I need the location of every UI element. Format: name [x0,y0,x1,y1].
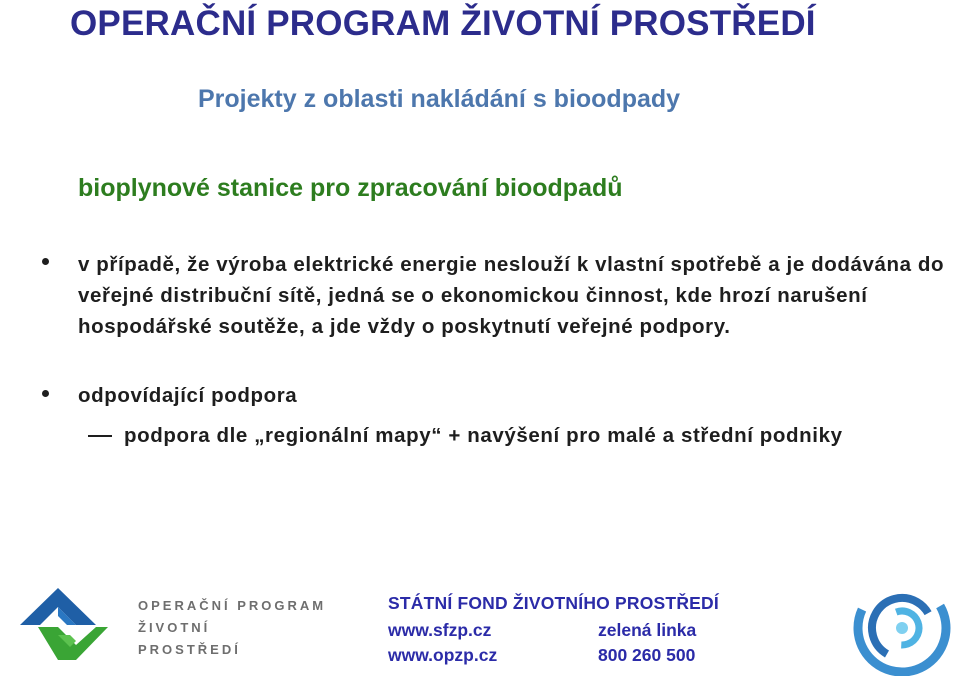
hotline-label: zelená linka [598,620,697,640]
bullet-dot [42,258,49,265]
logo-line: PROSTŘEDÍ [138,642,241,657]
fund-name: STÁTNÍ FOND ŽIVOTNÍHO PROSTŘEDÍ [388,593,719,613]
logo-line: ŽIVOTNÍ [138,620,211,635]
bullet-dot [42,390,49,397]
hotline-number: 800 260 500 [598,645,696,665]
opzp-logo-text [138,595,326,661]
page-title: OPERAČNÍ PROGRAM ŽIVOTNÍ PROSTŘEDÍ [70,4,816,43]
bullet-item: v případě, že výroba elektrické energie neslouží k vlastní spotřebě a je dodávána do veřejné distribuční sítě, jedná se o ekonomickou činnost, kde hrozí narušení hospodářské soutěže, a jde vždy o poskytnutí veřejné podpory. [78,253,945,338]
sub-bullet-dash [88,435,112,437]
website-link-sfzp[interactable]: www.sfzp.cz [388,620,492,640]
section-title: bioplynové stanice pro zpracování bioodpadů [78,174,623,202]
website-link-opzp[interactable]: www.opzp.cz [388,645,498,665]
sub-bullet-item: podpora dle „regionální mapy“ + navýšení pro malé a střední podniky [124,424,843,447]
opzp-logo-icon [10,580,115,670]
bullet-item: odpovídající podpora [78,384,298,407]
page-subtitle: Projekty z oblasti nakládání s bioodpady [198,85,681,113]
logo-line: OPERAČNÍ PROGRAM [138,598,327,613]
sfzp-swirl-icon [848,576,952,676]
